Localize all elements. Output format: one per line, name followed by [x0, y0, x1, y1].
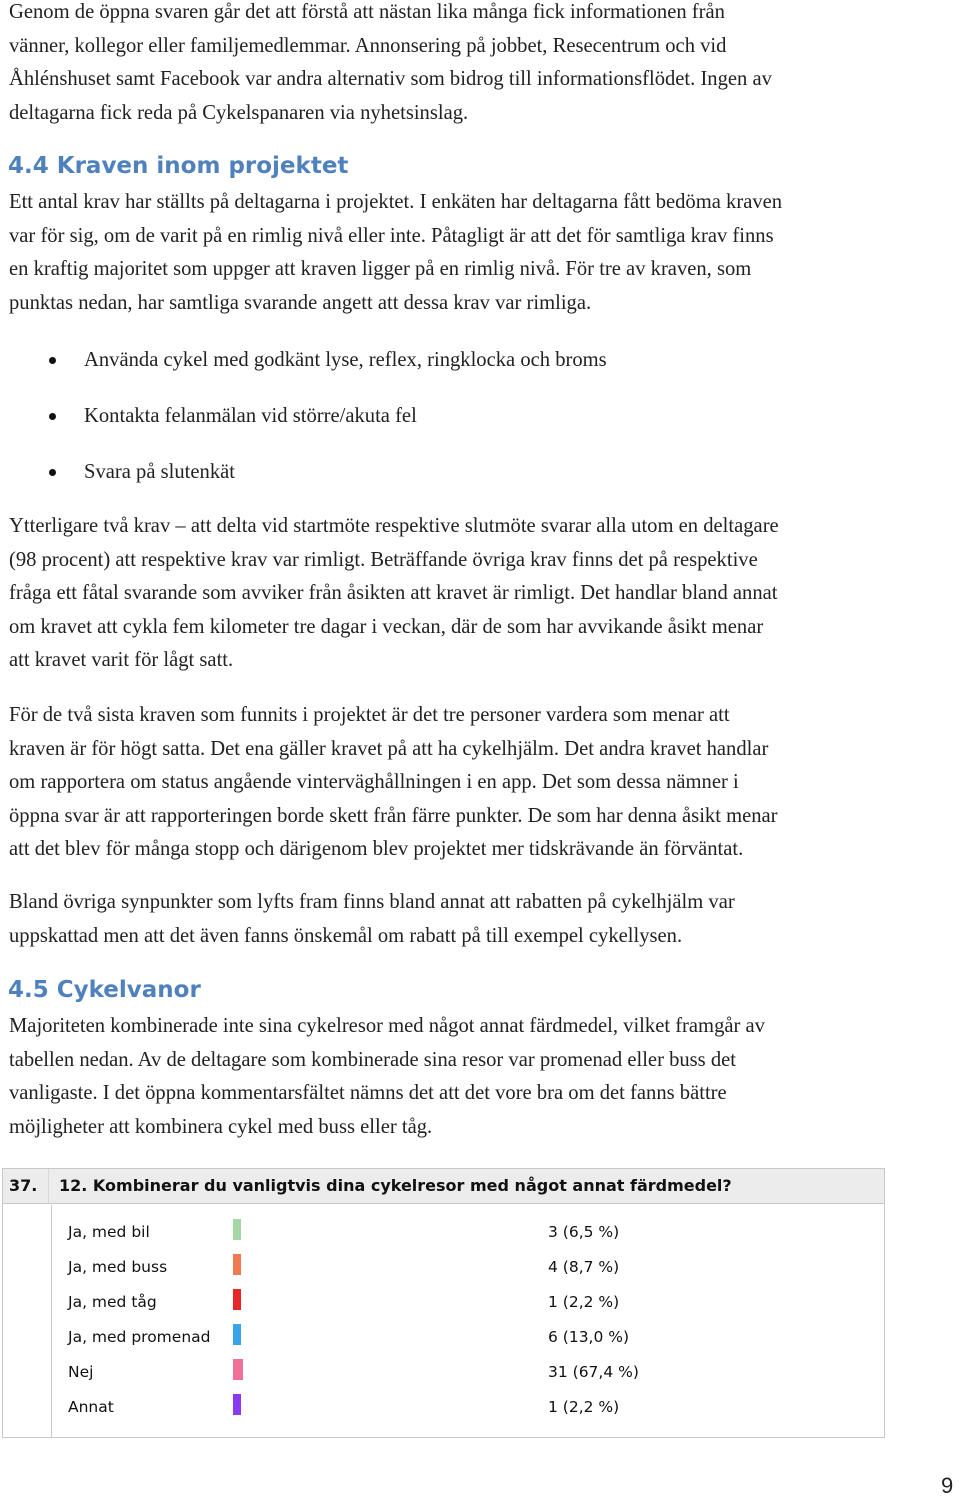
intro-paragraph [9, 0, 957, 130]
chart-bar [233, 1254, 241, 1275]
text-line: fråga ett fåtal svarande som avviker från åsikten att kravet är rimligt. Det handlar bland annat [9, 582, 778, 605]
section-4-4-paragraph-2 [9, 510, 957, 678]
chart-row [52, 1250, 885, 1285]
text-line: Majoriteten kombinerade inte sina cykelresor med något annat färdmedel, vilket framgår av [9, 1015, 765, 1037]
chart-category-label: Nej [68, 1363, 94, 1381]
text-line: öppna svar är att rapporteringen borde skett från färre punkter. De som har denna åsikt menar [9, 804, 778, 827]
bullet-text: Använda cykel med godkänt lyse, reflex, ringklocka och broms [84, 349, 607, 371]
text-line: en kraftig majoritet som uppger att kraven ligger på en rimlig nivå. För tre av kraven, som [9, 258, 752, 281]
text-line: vänner, kollegor eller familjemedlemmar. Annonsering på jobbet, Resecentrum och vid [9, 34, 727, 57]
text-line: om rapportera om status angående vinterväghållningen i en app. Det som dessa nämner i [9, 771, 739, 794]
chart-row [52, 1285, 885, 1320]
chart-row [52, 1390, 885, 1425]
chart-category-label: Ja, med bil [68, 1223, 150, 1241]
section-4-4-paragraph [9, 186, 957, 320]
chart-value-label: 31 (67,4 %) [548, 1363, 639, 1381]
text-line: Ytterligare två krav – att delta vid startmöte respektive slutmöte svarar alla utom en deltagare [9, 515, 779, 537]
chart-value-label: 6 (13,0 %) [548, 1328, 630, 1346]
text-line: deltagarna fick reda på Cykelspanaren via nyhetsinslag. [9, 101, 469, 124]
bullet-dot-icon [49, 469, 56, 476]
chart-bar [233, 1289, 241, 1310]
bullet-text: Svara på slutenkät [84, 461, 235, 483]
chart-category-label: Ja, med buss [68, 1258, 168, 1276]
chart-value-label: 3 (6,5 %) [548, 1223, 620, 1241]
text-line: vanligaste. I det öppna kommentarsfältet nämns det att det vore bra om det fanns bättre [9, 1082, 727, 1105]
chart-value-label: 1 (2,2 %) [548, 1293, 620, 1311]
text-line: möjligheter att kombinera cykel med buss eller tåg. [9, 1115, 433, 1138]
bullet-text: Kontakta felanmälan vid större/akuta fel [84, 405, 417, 427]
bullet-dot-icon [49, 413, 56, 420]
chart-title: 12. Kombinerar du vanligtvis dina cykelresor med något annat färdmedel? [59, 1176, 732, 1195]
chart-rows [51, 1205, 884, 1437]
page-number: 9 [941, 1473, 954, 1498]
text-line: tabellen nedan. Av de deltagare som kombinerade sina resor var promenad eller buss det [9, 1048, 737, 1071]
section-heading-4-4: 4.4 Kraven inom projektet [8, 153, 349, 179]
chart-row [52, 1320, 885, 1355]
chart-bar [233, 1359, 243, 1380]
text-line: om kravet att cykla fem kilometer tre dagar i veckan, där de som har avvikande åsikt menar [9, 615, 764, 638]
chart-category-label: Ja, med promenad [68, 1328, 211, 1346]
table-header [3, 1169, 884, 1204]
bullet-dot-icon [49, 357, 56, 364]
section-4-4-paragraph-4 [9, 886, 957, 953]
chart-value-label: 4 (8,7 %) [548, 1258, 620, 1276]
chart-bar [233, 1219, 241, 1240]
chart-category-label: Annat [68, 1398, 114, 1416]
chart-category-label: Ja, med tåg [68, 1293, 157, 1311]
section-4-4-paragraph-3 [9, 699, 957, 867]
text-line: kraven är för högt satta. Det ena gäller kravet på att ha cykelhjälm. Det andra kravet handlar [9, 737, 769, 760]
section-4-5-paragraph [9, 1010, 957, 1144]
text-line: Bland övriga synpunkter som lyfts fram finns bland annat att rabatten på cykelhjälm var [9, 891, 735, 913]
text-line: uppskattad men att det även fanns önskemål om rabatt på till exempel cykellysen. [9, 924, 683, 947]
chart-bar [233, 1394, 241, 1415]
text-line: punktas nedan, har samtliga svarande angett att dessa krav var rimliga. [9, 291, 592, 314]
text-line: att kravet varit för lågt satt. [9, 649, 234, 672]
chart-bar [233, 1324, 241, 1345]
text-line: att det blev för många stopp och därigenom blev projektet mer tidskrävande än förväntat. [9, 838, 744, 861]
chart-row [52, 1215, 885, 1250]
chart-value-label: 1 (2,2 %) [548, 1398, 620, 1416]
text-line: (98 procent) att respektive krav var rimligt. Beträffande övriga krav finns det på respektive [9, 548, 758, 571]
text-line: För de två sista kraven som funnits i projektet är det tre personer vardera som menar att [9, 704, 730, 726]
text-line: Genom de öppna svaren går det att förstå att nästan lika många fick informationen från [9, 1, 725, 23]
chart-row [52, 1355, 885, 1390]
text-line: var för sig, om de varit på en rimlig nivå eller inte. Påtagligt är att det för samtliga krav finns [9, 224, 774, 247]
question-number: 37. [3, 1169, 49, 1203]
section-heading-4-5: 4.5 Cykelvanor [8, 977, 201, 1003]
survey-result-table [2, 1168, 885, 1438]
text-line: Ett antal krav har ställts på deltagarna i projektet. I enkäten har deltagarna fått bedöma kraven [9, 191, 783, 213]
text-line: Åhlénshuset samt Facebook var andra alternativ som bidrog till informationsflödet. Ingen av [9, 68, 772, 91]
